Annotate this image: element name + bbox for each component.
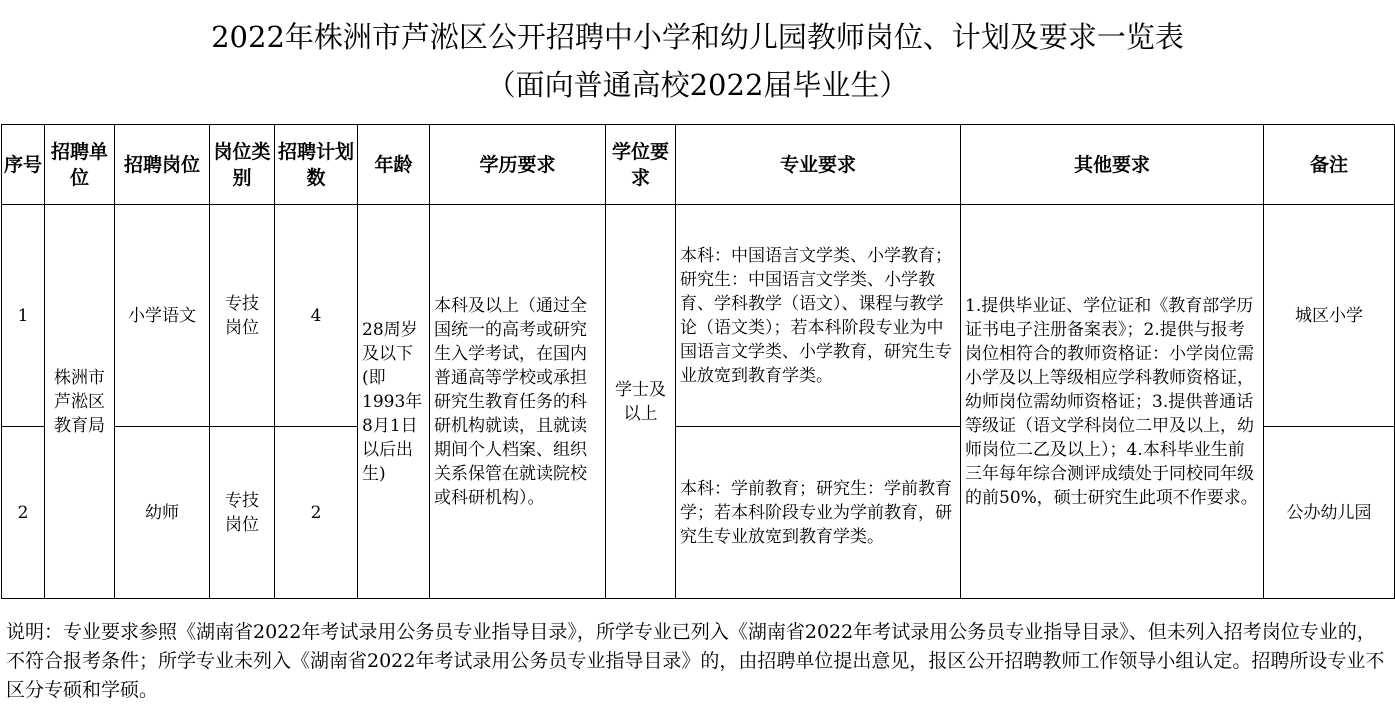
row1-remark: 城区小学 xyxy=(1264,205,1395,427)
header-no: 序号 xyxy=(2,125,45,205)
header-age: 年龄 xyxy=(358,125,430,205)
row2-post: 幼师 xyxy=(115,427,210,599)
row2-no: 2 xyxy=(2,427,45,599)
table-row xyxy=(2,205,1395,427)
row2-type: 专技岗位 xyxy=(210,427,275,599)
row1-no: 1 xyxy=(2,205,45,427)
other-cell: 1.提供毕业证、学位证和《教育部学历证书电子注册备案表》；2.提供与报考岗位相符合的教师资格证：小学岗位需小学及以上等级相应学科教师资格证，幼师岗位需幼师资格证；3.提供普通话等级证（语文学科岗位二甲及以上，幼师岗位二乙及以上）；4.本科毕业生前三年每年综合测评成绩处于同校同年级的前50%，硕士研究生此项不作要求。 xyxy=(961,205,1264,599)
header-unit: 招聘单位 xyxy=(45,125,115,205)
header-post: 招聘岗位 xyxy=(115,125,210,205)
header-type: 岗位类别 xyxy=(210,125,275,205)
header-row xyxy=(2,125,1395,205)
row1-plan: 4 xyxy=(275,205,358,427)
page-title: 2022年株洲市芦淞区公开招聘中小学和幼儿园教师岗位、计划及要求一览表 xyxy=(211,20,1184,54)
recruitment-table xyxy=(1,124,1395,599)
row2-major: 本科：学前教育；研究生：学前教育学；若本科阶段专业为学前教育，研究生专业放宽到教育学类。 xyxy=(676,427,961,599)
row2-remark: 公办幼儿园 xyxy=(1264,427,1395,599)
row1-major: 本科：中国语言文学类、小学教育；研究生：中国语言文学类、小学教育、学科教学（语文）、课程与教学论（语文类）；若本科阶段专业为中国语言文学类、小学教育，研究生专业放宽到教育学类。 xyxy=(676,205,961,427)
age-cell: 28周岁及以下(即1993年8月1日以后出生) xyxy=(358,205,430,599)
header-other: 其他要求 xyxy=(961,125,1264,205)
header-major: 专业要求 xyxy=(676,125,961,205)
header-remark: 备注 xyxy=(1264,125,1395,205)
row2-plan: 2 xyxy=(275,427,358,599)
degree-cell: 学士及以上 xyxy=(606,205,676,599)
header-degree: 学位要求 xyxy=(606,125,676,205)
row1-type: 专技岗位 xyxy=(210,205,275,427)
footnote: 说明：专业要求参照《湖南省2022年考试录用公务员专业指导目录》，所学专业已列入《湖南省2022年考试录用公务员专业指导目录》、但未列入招考岗位专业的，不符合报考条件；所学专业未列入《湖南省2022年考试录用公务员专业指导目录》的，由招聘单位提出意见，报区公开招聘教师工作领导小组认定。招聘所设专业不区分专硕和学硕。 xyxy=(6,621,1385,701)
page-subtitle: （面向普通高校2022届毕业生） xyxy=(486,68,909,102)
row1-post: 小学语文 xyxy=(115,205,210,427)
header-edu: 学历要求 xyxy=(430,125,606,205)
unit-cell: 株洲市芦淞区教育局 xyxy=(45,205,115,599)
header-plan: 招聘计划数 xyxy=(275,125,358,205)
edu-cell: 本科及以上（通过全国统一的高考或研究生入学考试，在国内普通高等学校或承担研究生教育任务的科研机构就读，且就读期间个人档案、组织关系保管在就读院校或科研机构）。 xyxy=(430,205,606,599)
